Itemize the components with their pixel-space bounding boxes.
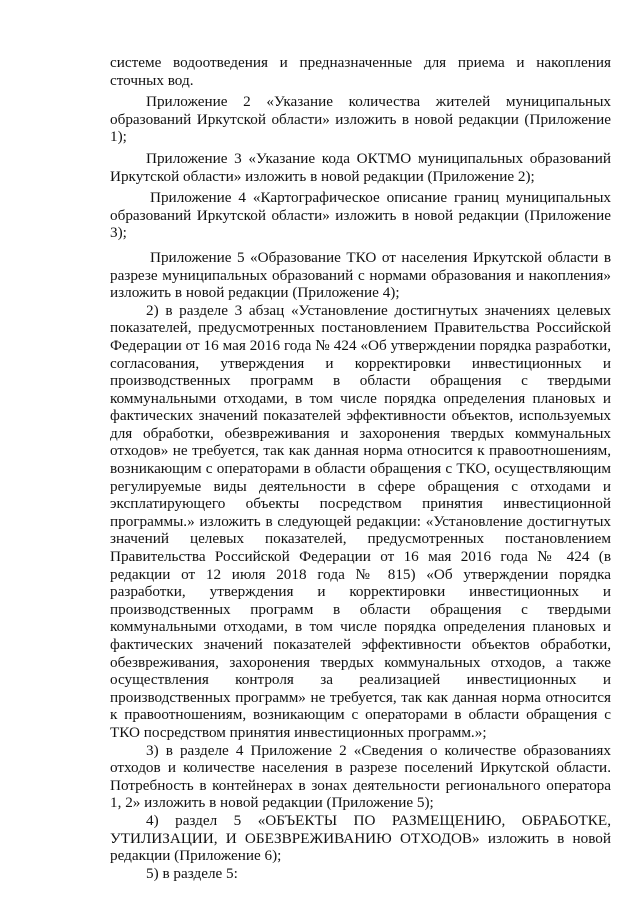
paragraph-item-2: 2) в разделе 3 абзац «Установление достигнутых значениях целевых показателей, предусмотренных постановлением Правительства Российской Федерации от 16 мая 2016 года № 424 «Об утверждении порядка разработки, согласования, утверждения и корректировки инвестиционных и производственных программ в области обращения с твердыми коммунальными отходами, в том числе порядка определения плановых и фактических значений показателей эффективности объектов, используемых для обработки, обезвреживания и захоронения твердых коммунальных отходов» не требуется, так как данная норма относится к правоотношениям, возникающим с операторами в области обращения с ТКО, осуществляющим регулируемые виды деятельности в сфере обращения с отходами и эксплатирующего объекты посредством принятия инвестиционной программы.» изложить в следующей редакции: «Установление достигнутых значений целевых показателей, предусмотренных постановлением Правительства Российской Федерации от 16 мая 2016 года № 424 (в редакции от 12 июля 2018 года № 815) «Об утверждении порядка разработки, утверждения и корректировки инвестиционных и производственных программ в области обращения с твердыми коммунальными отходами, в том числе порядка определения плановых и фактических значений показателей эффективности объектов обработки, обезвреживания, захоронения твердых коммунальных отходов, а также осуществления контроля за реализацией инвестиционных и производственных программ» не требуется, так как данная норма относится к правоотношениям, возникающим с операторами в области обращения с ТКО посредством принятия инвестиционных программ.»; bbox=[110, 301, 611, 741]
paragraph-item-4: 4) раздел 5 «ОБЪЕКТЫ ПО РАЗМЕЩЕНИЮ, ОБРАБОТКЕ, УТИЛИЗАЦИИ, И ОБЕЗВРЕЖИВАНИЮ ОТХОДОВ» изложить в новой редакции (Приложение 6); bbox=[110, 811, 611, 865]
paragraph-appendix-2: Приложение 2 «Указание количества жителей муниципальных образований Иркутской области» изложить в новой редакции (Приложение 1); bbox=[110, 93, 611, 146]
paragraph-appendix-4: Приложение 4 «Картографическое описание границ муниципальных образований Иркутской области» изложить в новой редакции (Приложение 3); bbox=[110, 189, 611, 242]
paragraph-appendix-3: Приложение 3 «Указание кода ОКТМО муниципальных образований Иркутской области» изложить в новой редакции (Приложение 2); bbox=[110, 149, 611, 185]
document-body bbox=[110, 54, 611, 882]
paragraph-continuation: системе водоотведения и предназначенные для приема и накопления сточных вод. bbox=[110, 54, 611, 89]
paragraph-appendix-5: Приложение 5 «Образование ТКО от населения Иркутской области в разрезе муниципальных образований с нормами образования и накопления» изложить в новой редакции (Приложение 4); bbox=[110, 248, 611, 302]
paragraph-item-5: 5) в разделе 5: bbox=[146, 864, 238, 882]
paragraph-item-3: 3) в разделе 4 Приложение 2 «Сведения о количестве образованиях отходов и количестве населения в разрезе поселений Иркутской области. Потребность в контейнерах в зонах деятельности регионального оператора 1, 2» изложить в новой редакции (Приложение 5); bbox=[110, 741, 611, 812]
